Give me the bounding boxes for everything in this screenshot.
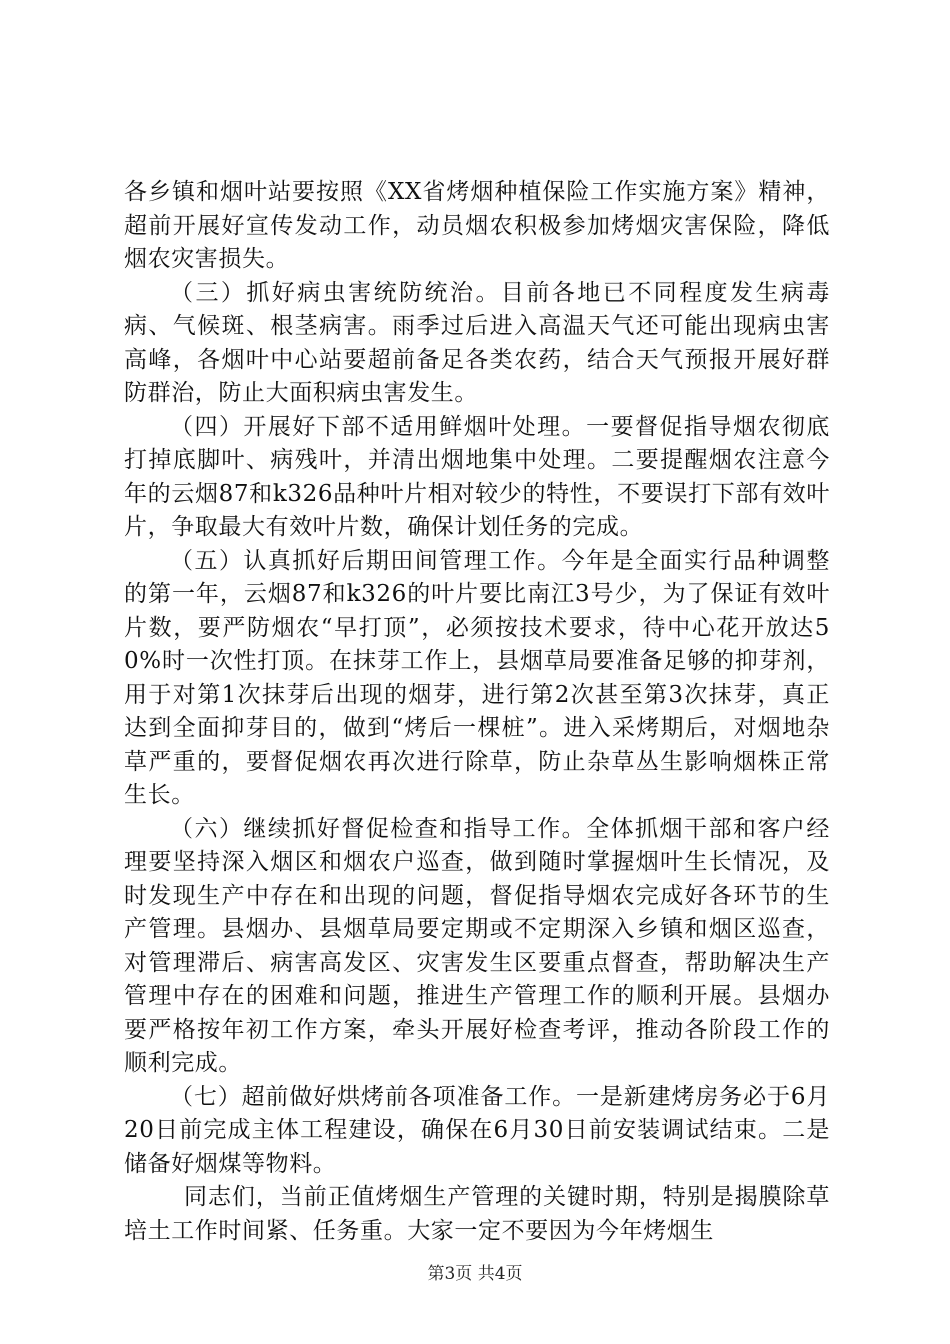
paragraph-pest-control: （三）抓好病虫害统防统治。目前各地已不同程度发生病毒病、气候斑、根茎病害。雨季过后进入高温天气还可能出现病虫害高峰，各烟叶中心站要超前备足各类农药，结合天气预报开展好群防群治，防止大面积病虫害发生。 bbox=[124, 279, 830, 406]
page-number-label: 第3页 共4页 bbox=[427, 1264, 523, 1284]
document-body bbox=[124, 176, 830, 1248]
page-footer bbox=[0, 1259, 950, 1284]
paragraph-field-management: （五）认真抓好后期田间管理工作。今年是全面实行品种调整的第一年，云烟87和k326的叶片要比南江3号少，为了保证有效叶片数，要严防烟农“早打顶”，必须按技术要求，待中心花开放达50%时一次性打顶。在抹芽工作上，县烟草局要准备足够的抑芽剂，用于对第1次抹芽后出现的烟芽，进行第2次甚至第3次抹芽，真正达到全面抑芽目的，做到“烤后一棵桩”。进入采烤期后，对烟地杂草严重的，要督促烟农再次进行除草，防止杂草丛生影响烟株正常生长。 bbox=[124, 547, 830, 808]
paragraph-supervision: （六）继续抓好督促检查和指导工作。全体抓烟干部和客户经理要坚持深入烟区和烟农户巡查，做到随时掌握烟叶生长情况，及时发现生产中存在和出现的问题，督促指导烟农完成好各环节的生产管理。县烟办、县烟草局要定期或不定期深入乡镇和烟区巡查，对管理滞后、病害高发区、灾害发生区要重点督查，帮助解决生产管理中存在的困难和问题，推进生产管理工作的顺利开展。县烟办要严格按年初工作方案，牵头开展好检查考评，推动各阶段工作的顺利完成。 bbox=[124, 815, 830, 1076]
paragraph-curing-preparation: （七）超前做好烘烤前各项准备工作。一是新建烤房务必于6月20日前完成主体工程建设，确保在6月30日前安装调试结束。二是储备好烟煤等物料。 bbox=[124, 1083, 830, 1177]
paragraph-continuation: 各乡镇和烟叶站要按照《XX省烤烟种植保险工作实施方案》精神，超前开展好宣传发动工作，动员烟农积极参加烤烟灾害保险，降低烟农灾害损失。 bbox=[124, 179, 830, 272]
paragraph-closing: 同志们，当前正值烤烟生产管理的关键时期，特别是揭膜除草培土工作时间紧、任务重。大家一定不要因为今年烤烟生 bbox=[124, 1184, 830, 1244]
paragraph-lower-leaves: （四）开展好下部不适用鲜烟叶处理。一要督促指导烟农彻底打掉底脚叶、病残叶，并清出烟地集中处理。二要提醒烟农注意今年的云烟87和k326品种叶片相对较少的特性，不要误打下部有效叶片，争取最大有效叶片数，确保计划任务的完成。 bbox=[124, 413, 830, 540]
